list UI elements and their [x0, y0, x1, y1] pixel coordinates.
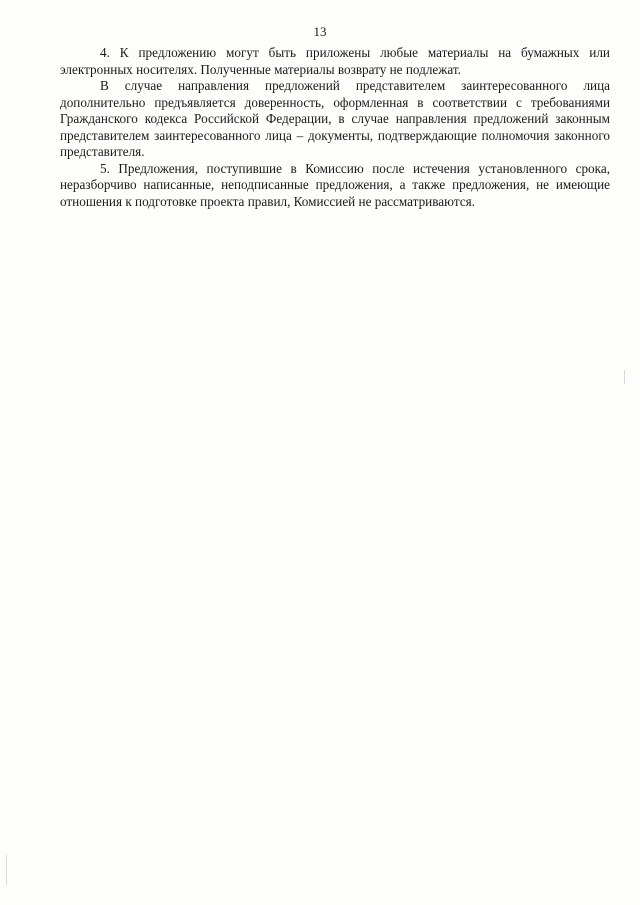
scan-edge-mark: [6, 855, 7, 885]
document-body: [60, 45, 610, 210]
paragraph-power-of-attorney: В случае направления предложений представителем заинтересованного лица дополнительно предъявляется доверенность, оформленная в соответствии с требованиями Гражданского кодекса Российской Федерации, в случае направления предложений законным представителем заинтересованного лица – документы, подтверждающие полномочия законного представителя.: [60, 78, 610, 159]
page-number: 13: [313, 24, 327, 39]
scan-edge-mark: [624, 370, 625, 384]
paragraph-late-proposals: 5. Предложения, поступившие в Комиссию после истечения установленного срока, неразборчиво написанные, неподписанные предложения, а также предложения, не имеющие отношения к подготовке проекта правил, Комиссией не рассматриваются.: [60, 160, 610, 209]
paragraph-materials: 4. К предложению могут быть приложены любые материалы на бумажных или электронных носителях. Полученные материалы возврату не подлежат.: [60, 45, 610, 77]
